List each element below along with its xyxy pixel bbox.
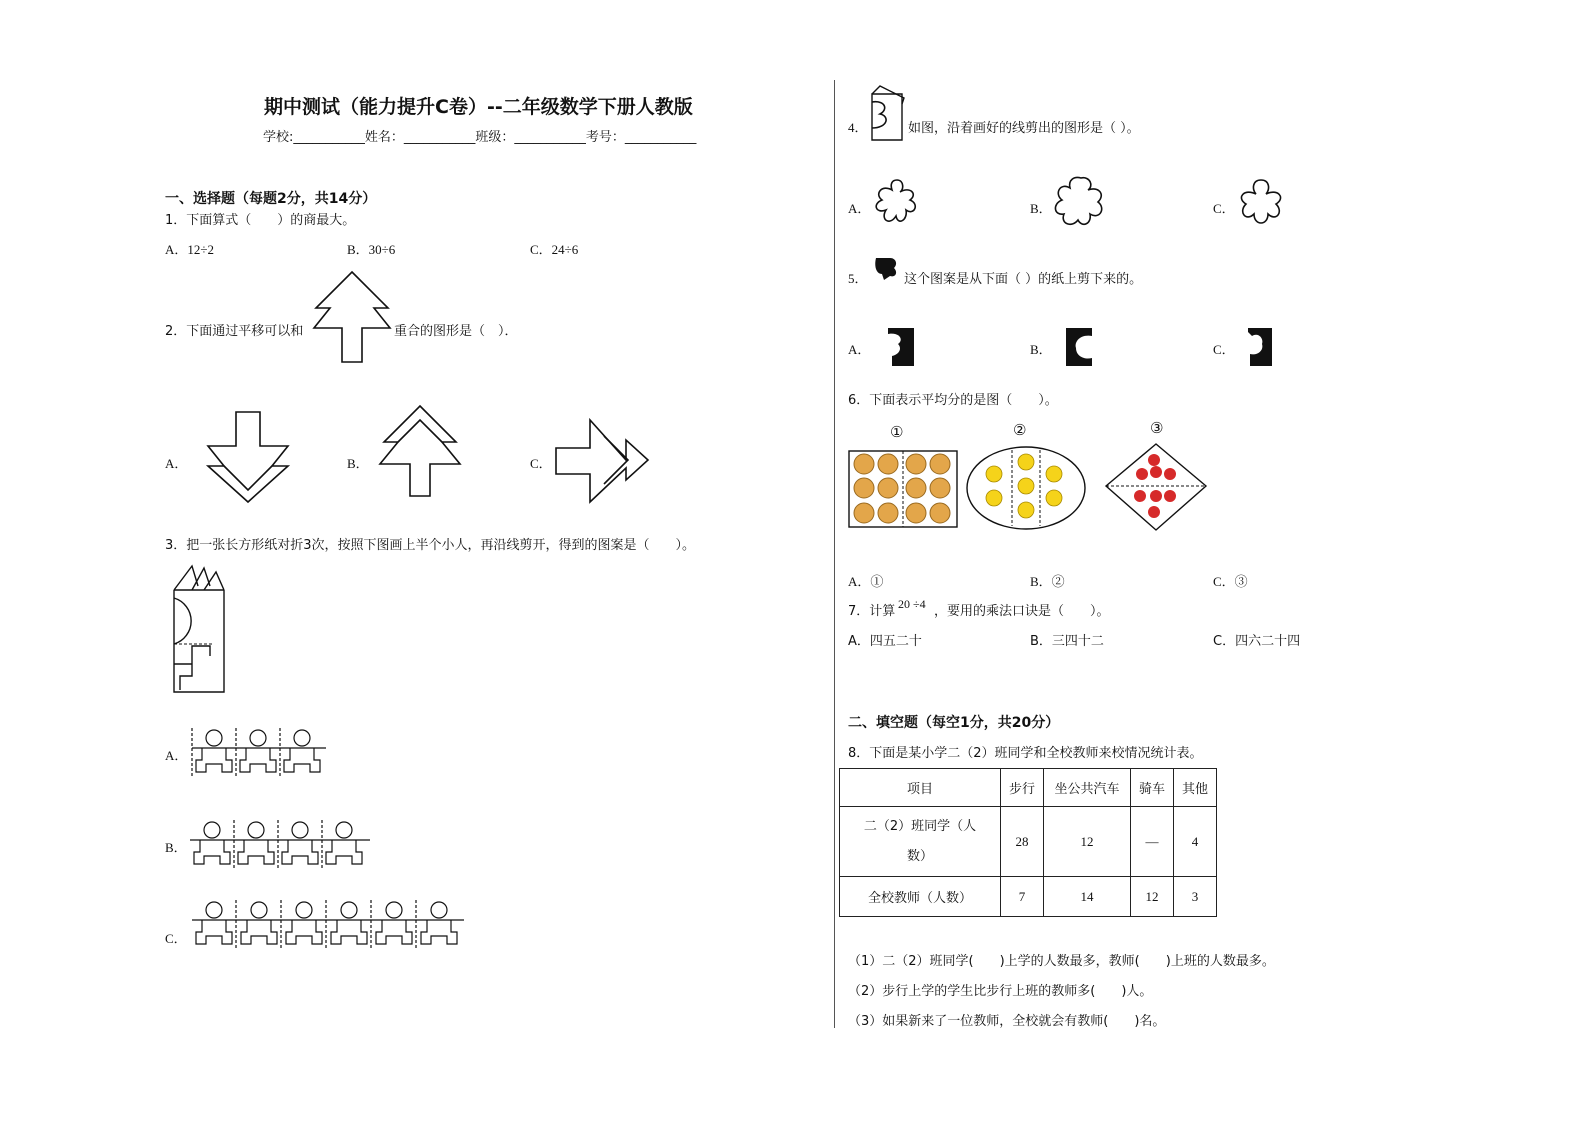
q3-option-b: B． bbox=[165, 840, 187, 855]
table-row-label-line2: 数） bbox=[906, 848, 933, 864]
q7-option-c: C．四六二十四 bbox=[1213, 634, 1301, 649]
q5-stem: 这个图案是从下面（ ）的纸上剪下来的。 bbox=[904, 272, 1143, 287]
q5-option-b: B． bbox=[1030, 342, 1052, 357]
q7-option-a: A．四五二十 bbox=[848, 634, 922, 649]
q4-option-c: C． bbox=[1213, 201, 1235, 216]
q6-figure1-cookies bbox=[848, 450, 960, 530]
page-title: 期中测试（能力提升C卷）--二年级数学下册人教版 bbox=[264, 96, 693, 118]
q5-option-a: A． bbox=[848, 342, 871, 357]
q4-option-a: A． bbox=[848, 201, 871, 216]
q6-figure1-label: ① bbox=[890, 423, 904, 441]
q3-stem: 3．把一张长方形纸对折3次，按照下图画上半个小人，再沿线剪开，得到的图案是（ ）。 bbox=[165, 538, 696, 553]
q8-subquestion-3: （3）如果新来了一位教师，全校就会有教师( )名。 bbox=[848, 1014, 1166, 1029]
q1-option-a: A．12÷2 bbox=[165, 242, 215, 257]
table-cell: 28 bbox=[1001, 807, 1044, 877]
table-header-row bbox=[840, 769, 1217, 807]
q8-subquestion-2: （2）步行上学的学生比步行上班的教师多( )人。 bbox=[848, 984, 1153, 999]
q4-option-b-flower bbox=[1052, 174, 1110, 228]
q3-option-a-people-chain bbox=[190, 726, 328, 780]
q4-number: 4． bbox=[848, 120, 868, 135]
table-header-cell: 坐公共汽车 bbox=[1044, 769, 1131, 807]
table-row-label-line1: 二（2）班同学（人 bbox=[863, 818, 977, 834]
table-header-cell: 步行 bbox=[1001, 769, 1044, 807]
q4-option-a-flower bbox=[870, 176, 924, 228]
section1-heading: 一、选择题（每题2分，共14分） bbox=[165, 191, 377, 207]
section2-heading: 二、填空题（每空1分，共20分） bbox=[848, 715, 1060, 731]
q7-stem-before: 7．计算 bbox=[848, 604, 896, 619]
q5-number: 5． bbox=[848, 271, 868, 286]
q1-option-b: B．30÷6 bbox=[347, 242, 396, 257]
q1-option-c: C．24÷6 bbox=[530, 242, 579, 257]
table-cell: — bbox=[1131, 807, 1174, 877]
q8-stem: 8．下面是某小学二（2）班同学和全校教师来校情况统计表。 bbox=[848, 746, 1203, 761]
q3-option-a: A． bbox=[165, 748, 188, 763]
q3-option-b-people-chain bbox=[188, 818, 372, 872]
q5-option-b-paper bbox=[1064, 326, 1096, 368]
q4-folded-paper-flower-figure bbox=[868, 84, 908, 144]
q6-figure2-label: ② bbox=[1013, 421, 1027, 439]
q7-expression: 20 ÷4 bbox=[898, 597, 926, 611]
table-header-cell: 项目 bbox=[840, 769, 1001, 807]
q2-stem-after: 重合的图形是（ ）． bbox=[394, 324, 518, 339]
table-row-label: 全校教师（人数） bbox=[840, 877, 1001, 917]
q7-option-b: B．三四十二 bbox=[1030, 634, 1104, 649]
table-row-label bbox=[840, 807, 1001, 877]
q6-stem: 6．下面表示平均分的是图（ ）。 bbox=[848, 393, 1058, 408]
q6-figure3-label: ③ bbox=[1150, 419, 1164, 437]
q6-option-a: A．① bbox=[848, 574, 884, 589]
q4-option-b: B． bbox=[1030, 201, 1052, 216]
q5-option-c: C． bbox=[1213, 342, 1235, 357]
q2-option-c-right-arrow bbox=[554, 418, 652, 506]
table-cell: 12 bbox=[1044, 807, 1131, 877]
q6-figure2-smileys bbox=[966, 446, 1088, 532]
q4-option-c-flower bbox=[1234, 176, 1288, 228]
table-cell: 7 bbox=[1001, 877, 1044, 917]
q2-option-b: B． bbox=[347, 456, 369, 471]
q2-option-a: A． bbox=[165, 456, 188, 471]
table-row bbox=[840, 877, 1217, 917]
column-divider bbox=[834, 80, 835, 1028]
table-row bbox=[840, 807, 1217, 877]
table-header-cell: 其他 bbox=[1174, 769, 1217, 807]
student-info-line: 学校:___________姓名：___________班级：___________考号：___________ bbox=[263, 130, 697, 145]
table-cell: 14 bbox=[1044, 877, 1131, 917]
statistics-table bbox=[839, 768, 1217, 917]
q6-figure3-apples bbox=[1104, 442, 1208, 532]
q4-stem: 如图，沿着画好的线剪出的图形是（ ）。 bbox=[908, 121, 1140, 136]
q2-option-b-up-arrow bbox=[376, 404, 464, 500]
q8-subquestion-1: （1）二（2）班同学( )上学的人数最多，教师( )上班的人数最多。 bbox=[848, 954, 1275, 969]
table-cell: 3 bbox=[1174, 877, 1217, 917]
q5-option-c-paper bbox=[1244, 326, 1276, 368]
table-header-cell: 骑车 bbox=[1131, 769, 1174, 807]
q3-option-c: C． bbox=[165, 931, 187, 946]
q2-option-c: C． bbox=[530, 456, 552, 471]
q5-option-a-paper bbox=[886, 326, 918, 368]
q2-stem-before: 2．下面通过平移可以和 bbox=[165, 324, 304, 339]
q3-option-c-people-chain bbox=[190, 898, 466, 952]
q2-tree-arrow-figure bbox=[310, 270, 394, 364]
q2-option-a-down-arrow bbox=[204, 410, 292, 504]
q7-stem-after: ，要用的乘法口诀是（ ）。 bbox=[934, 604, 1110, 619]
q5-cutout-shape-icon bbox=[872, 254, 900, 282]
table-cell: 4 bbox=[1174, 807, 1217, 877]
table-cell: 12 bbox=[1131, 877, 1174, 917]
q6-option-b: B．② bbox=[1030, 574, 1065, 589]
q6-option-c: C．③ bbox=[1213, 574, 1248, 589]
q3-folded-paper-figure bbox=[170, 564, 230, 696]
q1-stem: 1．下面算式（ ）的商最大。 bbox=[165, 213, 356, 228]
